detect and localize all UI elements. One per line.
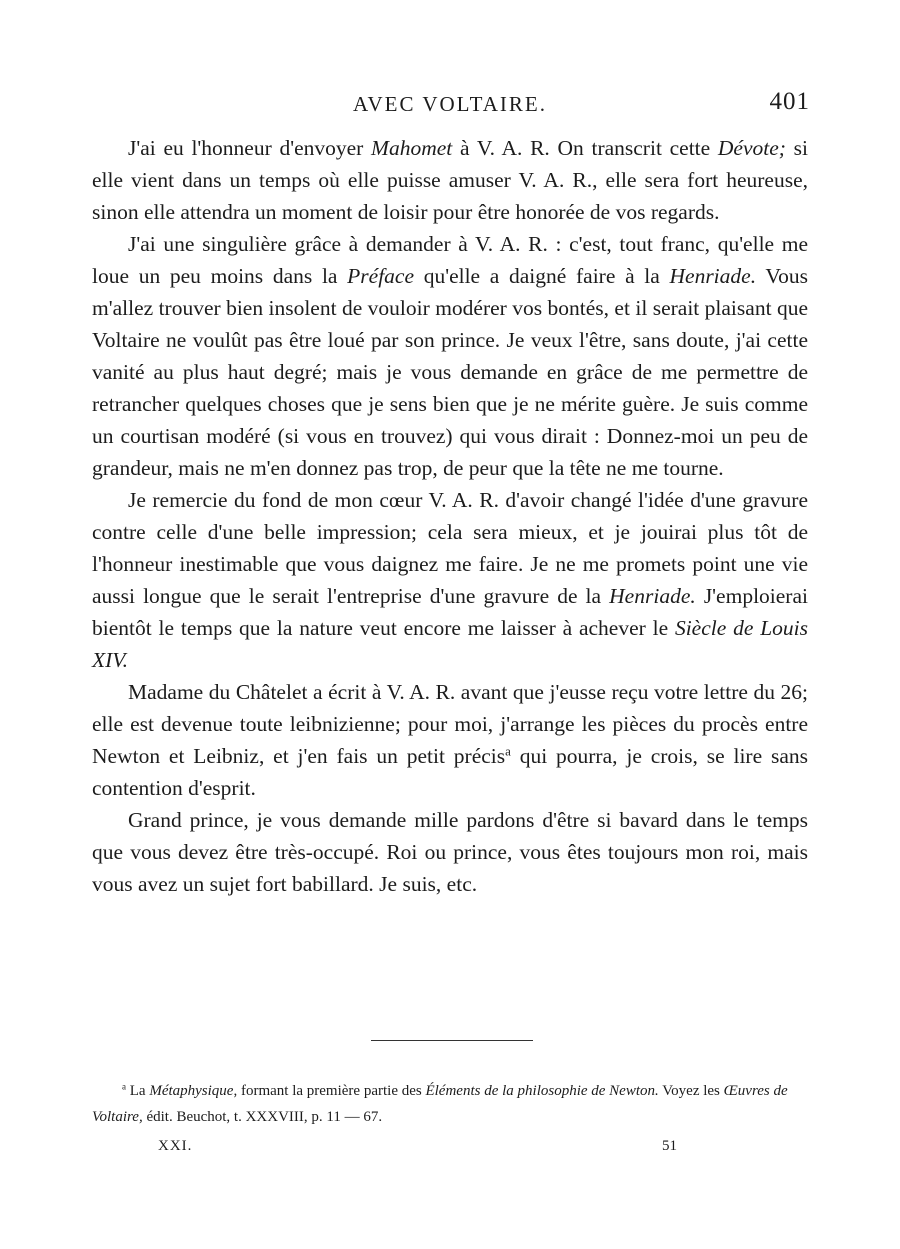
text-run: Vous m'allez trouver bien insolent de vouloir modérer vos bontés, et il serait plaisant que Voltaire ne voulût pas être loué par son prince. Je veux l'être, sans doute, j'ai cette vanité au plus haut degré; mais je vous demande en grâce de me permettre de retrancher quelques choses que je sens bien que je ne mérite guère. Je suis comme un courtisan modéré (si vous en trouvez) qui vous dirait : Donnez-moi un peu de grandeur, mais ne m'en donnez pas trop, de peur que la tête ne me tourne. <box>92 264 808 480</box>
text-run: Grand prince, je vous demande mille pardons d'être si bavard dans le temps que vous devez être très-occupé. Roi ou prince, vous êtes toujours mon roi, mais vous avez un sujet fort babillard. Je suis, etc. <box>92 808 808 896</box>
text-run: Je remercie du fond de mon cœur V. A. R. d'avoir changé l'idée d'une gravure contre celle d'une belle impression; cela sera mieux, et je jouirai plus tôt de l'honneur inestimable que vous daignez me faire. Je ne me promets point une vie aussi longue que le serait l'entreprise d'une gravure de la <box>92 488 808 608</box>
paragraph <box>92 132 808 228</box>
letter-body <box>92 132 808 900</box>
text-run: Voyez les <box>658 1083 724 1099</box>
volume-signature: XXI. <box>158 1138 193 1154</box>
italic-title: Siècle de Louis XIV. <box>92 616 808 672</box>
italic-title: Préface <box>347 264 415 288</box>
paragraph <box>92 804 808 900</box>
footnote <box>92 1078 808 1130</box>
footnote-text <box>92 1078 808 1130</box>
italic-title: Mahomet <box>371 136 453 160</box>
text-run: J'ai eu l'honneur d'envoyer <box>128 136 372 160</box>
text-run: , formant la première partie des <box>233 1083 426 1099</box>
italic-title: Œuvres de Voltaire, <box>92 1083 788 1125</box>
footnote-marker: a <box>122 1081 126 1092</box>
paragraph <box>92 676 808 804</box>
text-run: qu'elle a daigné faire à la <box>414 264 670 288</box>
footnote-marker: a <box>505 744 511 759</box>
paragraph <box>92 228 808 484</box>
footnote-separator <box>371 1040 533 1041</box>
text-run: édit. Beuchot, t. XXXVIII, p. 11 — 67. <box>142 1109 383 1125</box>
running-head <box>90 86 810 122</box>
text-run: J'ai une singulière grâce à demander à V. A. R. : c'est, tout franc, qu'elle me loue un peu moins dans la <box>92 232 808 288</box>
italic-title: Éléments de la philosophie de Newton. <box>425 1083 659 1099</box>
running-title: AVEC VOLTAIRE. <box>353 92 547 116</box>
italic-title: Henriade. <box>609 584 696 608</box>
text-run: à V. A. R. On transcrit cette <box>452 136 718 160</box>
text-run: J'emploierai bientôt le temps que la nature veut encore me laisser à achever le <box>92 584 808 640</box>
text-run: si elle vient dans un temps où elle puisse amuser V. A. R., elle sera fort heureuse, sinon elle attendra un moment de loisir pour être honorée de vos regards. <box>92 136 808 224</box>
italic-title: Henriade. <box>669 264 757 288</box>
sheet-signature: 51 <box>662 1138 677 1154</box>
text-run: qui pourra, je crois, se lire sans contention d'esprit. <box>92 744 808 800</box>
italic-title: Métaphysique <box>149 1083 234 1099</box>
text-run: La <box>126 1083 150 1099</box>
text-run: Madame du Châtelet a écrit à V. A. R. avant que j'eusse reçu votre lettre du 26; elle est devenue toute leibnizienne; pour moi, j'arrange les pièces du procès entre Newton et Leibniz, et j'en fais un petit précis <box>92 680 808 768</box>
italic-title: Dévote; <box>717 136 786 160</box>
page-number: 401 <box>769 88 810 115</box>
paragraph <box>92 484 808 676</box>
